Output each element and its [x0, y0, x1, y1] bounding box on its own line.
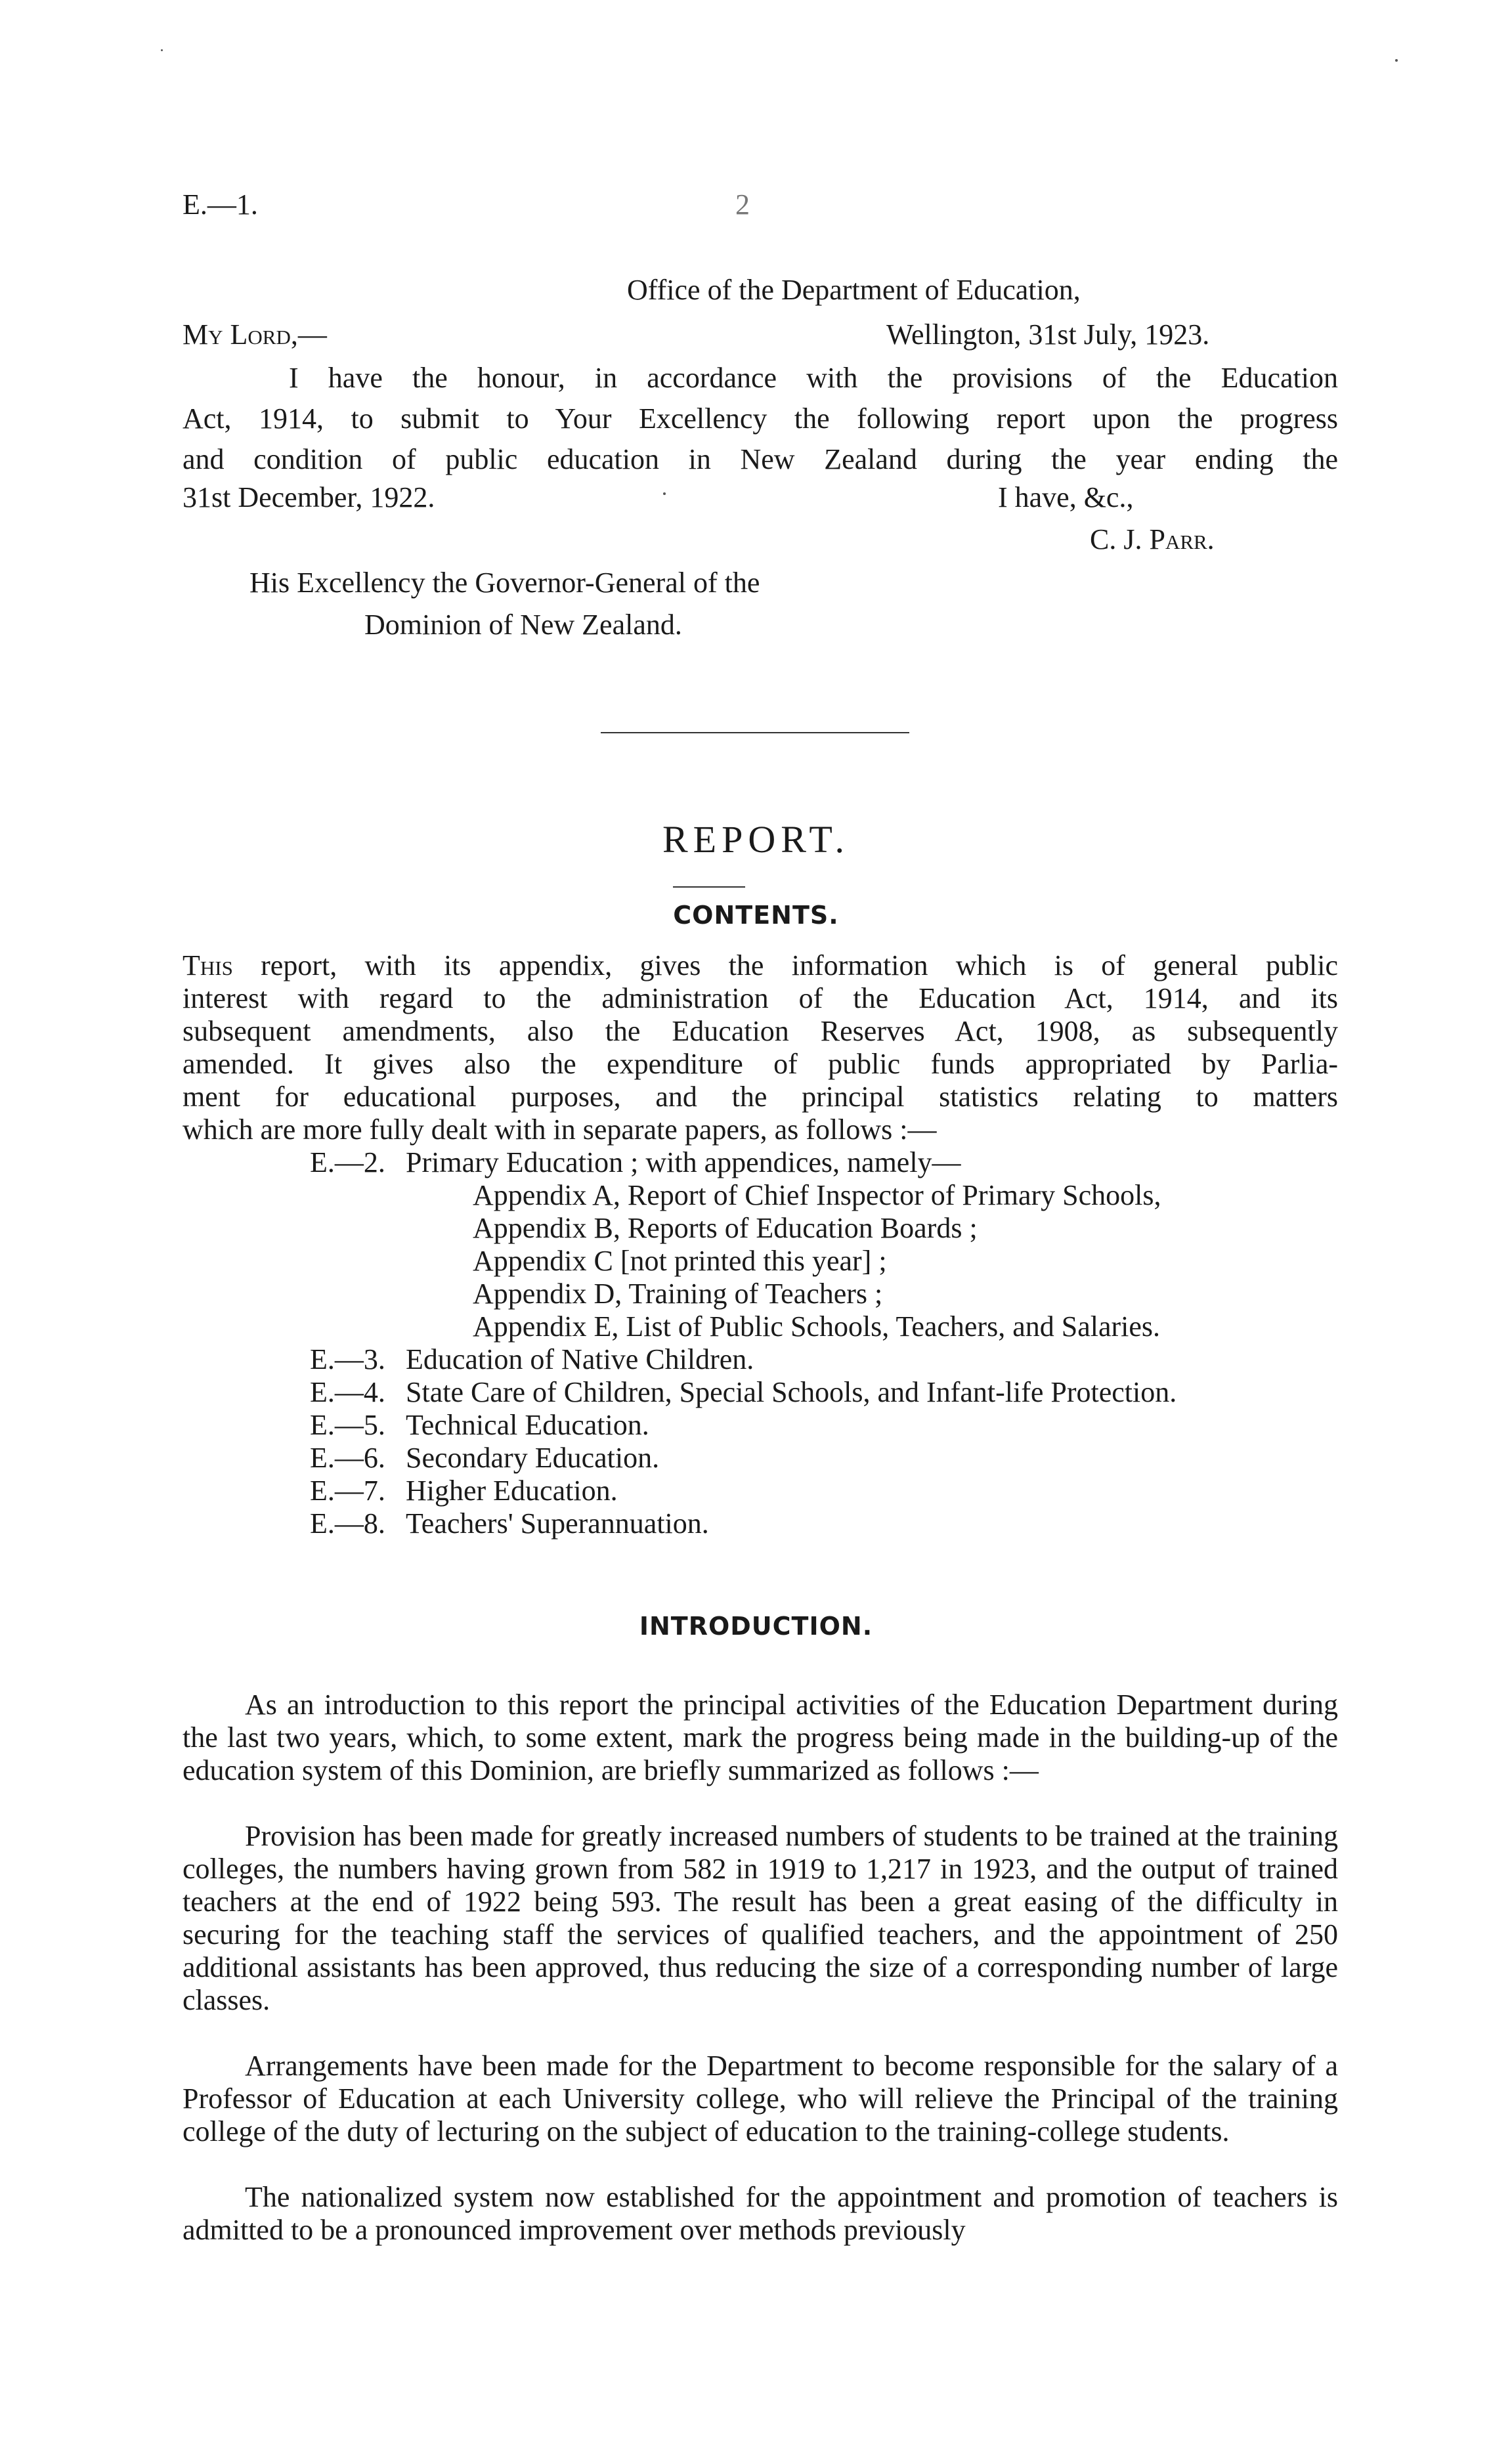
letter-body-line: I have the honour, in accordance with the provisions of the Education [289, 362, 1338, 394]
intro-paragraph: As an introduction to this report the principal activities of the Education Department during the last two years, which, to some extent, mark the progress being made in the building-up of the education system of this Dominion, are briefly summarized as follows :— [183, 1689, 1338, 1786]
paper-label: Teachers' Superannuation. [406, 1507, 709, 1540]
contents-heading: CONTENTS. [673, 901, 839, 930]
scan-speck [663, 492, 666, 495]
paper-code: E.—5. [310, 1409, 385, 1441]
contents-line: amended. It gives also the expenditure of public funds appropriated by Parlia- [183, 1048, 1338, 1080]
letter-place-date: Wellington, 31st July, 1923. [886, 318, 1210, 351]
paper-item [310, 1408, 649, 1442]
title-underline [673, 886, 745, 888]
intro-paragraph: Arrangements have been made for the Department to become responsible for the salary of a Professor of Education at each University college, who will relieve the Principal of the training college of the duty of lecturing on the subject of education to the training-college students. [183, 2050, 1338, 2147]
paper-label: State Care of Children, Special Schools, and Infant-life Protection. [406, 1376, 1177, 1408]
paper-label: Secondary Education. [406, 1442, 660, 1474]
paper-item [310, 1507, 709, 1540]
paper-item [310, 1441, 659, 1475]
introduction-heading: INTRODUCTION. [639, 1612, 873, 1641]
appendix-item: Appendix A, Report of Chief Inspector of Primary Schools, [473, 1179, 1161, 1211]
paper-item [310, 1474, 618, 1507]
paper-label: Technical Education. [406, 1409, 649, 1441]
paper-code: E.—7. [310, 1475, 385, 1507]
intro-paragraph: The nationalized system now established for the appointment and promotion of teachers is admitted to be a pronounced improvement over methods previously [183, 2181, 1338, 2246]
appendix-item: Appendix D, Training of Teachers ; [473, 1278, 883, 1310]
paper-label: Primary Education ; with appendices, namely— [406, 1146, 961, 1178]
paper-item [310, 1343, 754, 1376]
page-ref: E.—1. [183, 188, 258, 221]
appendix-item: Appendix B, Reports of Education Boards ; [473, 1212, 978, 1244]
paper-code: E.—4. [310, 1376, 385, 1408]
paper-code: E.—8. [310, 1507, 385, 1540]
paper-label: Education of Native Children. [406, 1343, 754, 1375]
addressee-line-2: Dominion of New Zealand. [364, 609, 682, 641]
appendix-item: Appendix E, List of Public Schools, Teachers, and Salaries. [473, 1310, 1161, 1343]
intro-paragraph: Provision has been made for greatly increased numbers of students to be trained at the training colleges, the numbers having grown from 582 in 1919 to 1,217 in 1923, and the output of trained teachers at the end of 1922 being 593. The result has been a great easing of the difficulty in securing for the teaching staff the services of qualified teachers, and the appointment of 250 additional assistants has been approved, thus reducing the size of a corresponding number of large classes. [183, 1820, 1338, 2017]
contents-line: which are more fully dealt with in separate papers, as follows :— [183, 1113, 937, 1146]
contents-line: interest with regard to the administration of the Education Act, 1914, and its [183, 982, 1338, 1014]
contents-line: subsequent amendments, also the Education Reserves Act, 1908, as subsequently [183, 1015, 1338, 1047]
letter-closing: I have, &c., [998, 481, 1134, 513]
letter-body-line: and condition of public education in New Zealand during the year ending the [183, 443, 1338, 475]
section-divider [601, 732, 909, 733]
scan-speck [161, 49, 163, 51]
contents-line: This report, with its appendix, gives the information which is of general public [183, 949, 1338, 981]
letter-body-line: Act, 1914, to submit to Your Excellency the following report upon the progress [183, 402, 1338, 435]
letter-signature: C. J. Parr. [1090, 523, 1215, 555]
report-title: REPORT. [662, 818, 850, 861]
paper-code: E.—2. [310, 1146, 385, 1178]
paper-e2 [310, 1146, 961, 1179]
paper-label: Higher Education. [406, 1475, 618, 1507]
contents-first-word: This [183, 949, 233, 981]
letter-body-last: 31st December, 1922. [183, 481, 435, 513]
page-number: 2 [735, 188, 750, 221]
appendix-item: Appendix C [not printed this year] ; [473, 1245, 887, 1277]
paper-item [310, 1375, 1177, 1409]
letter-office-line: Office of the Department of Education, [627, 274, 1081, 306]
letter-salutation: My Lord,— [183, 318, 327, 351]
paper-code: E.—3. [310, 1343, 385, 1375]
contents-line: ment for educational purposes, and the principal statistics relating to matters [183, 1081, 1338, 1113]
addressee-line-1: His Excellency the Governor-General of the [249, 567, 760, 599]
scan-speck [1395, 59, 1398, 62]
paper-code: E.—6. [310, 1442, 385, 1474]
